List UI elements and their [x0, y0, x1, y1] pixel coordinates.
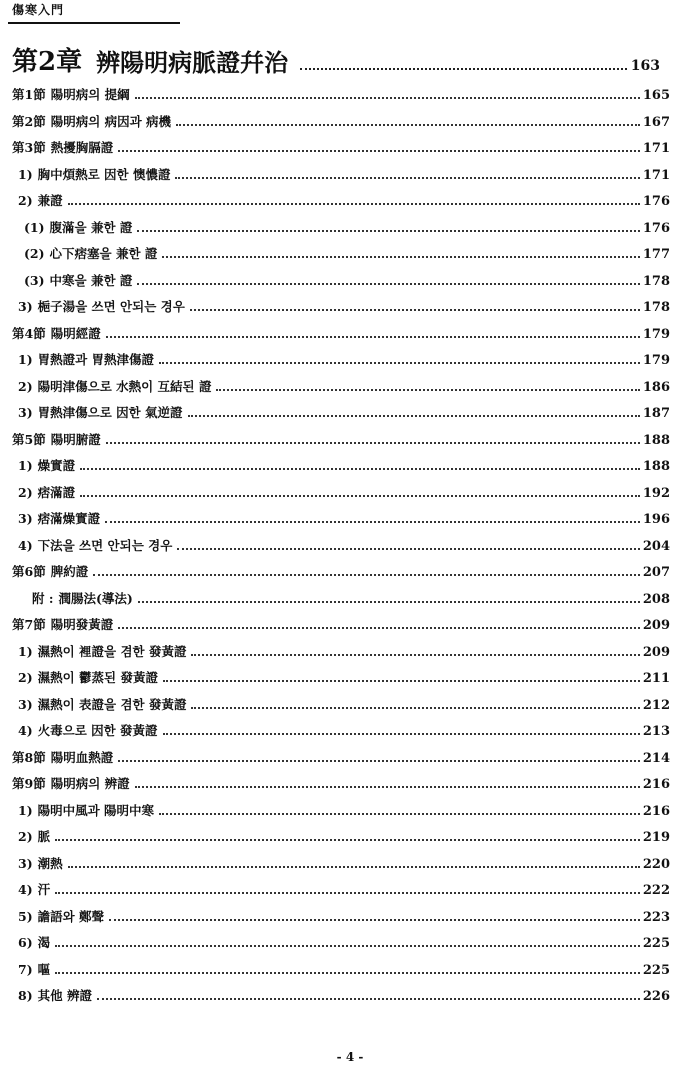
dot-leader	[93, 574, 640, 576]
toc-entry-text: 嘔	[37, 962, 51, 977]
toc-entry-page-number: 219	[642, 830, 670, 845]
toc-entry	[32, 587, 670, 607]
toc-entry	[18, 189, 670, 209]
dot-leader	[55, 892, 640, 894]
toc-entry-text: 濕熱이 表證을 겸한 發黃證	[37, 697, 187, 712]
toc-entry	[18, 534, 670, 554]
toc-entry-title	[12, 774, 130, 792]
toc-entry-page-number: 211	[642, 671, 670, 686]
toc-entry-text: 心下痞塞을 兼한 證	[49, 246, 158, 261]
dot-leader	[55, 839, 640, 841]
toc-entry-text: 火毒으로 因한 發黃證	[37, 723, 158, 738]
toc-entry	[18, 401, 670, 421]
toc-entry-number: 2)	[18, 379, 33, 394]
toc-entry	[18, 799, 670, 819]
toc-entry-text: 陽明病의 辨證	[50, 776, 130, 791]
toc-entry-page-number: 186	[642, 380, 670, 395]
toc-entry	[12, 746, 670, 766]
dot-leader	[109, 919, 640, 921]
toc-entry-number: 2)	[18, 829, 33, 844]
toc-entry-title	[18, 880, 50, 898]
toc-entry	[18, 454, 670, 474]
toc-entry-title	[18, 668, 158, 686]
toc-entry-page-number: 214	[642, 751, 670, 766]
toc-entry-number: 1)	[18, 644, 33, 659]
toc-entry-text: 濕熱이 裡證을 겸한 發黃證	[37, 644, 187, 659]
toc-entry	[18, 375, 670, 395]
toc-entry-title	[18, 191, 63, 209]
toc-entry-title	[24, 218, 132, 236]
toc-entry-number: 第7節	[12, 617, 46, 632]
toc-entry-number: 第3節	[12, 140, 46, 155]
toc-entry-page-number: 177	[642, 247, 670, 262]
chapter-label: 第2章	[12, 47, 83, 77]
toc-entry-text: 腹滿을 兼한 證	[49, 220, 133, 235]
dot-leader	[175, 177, 639, 179]
toc-entry-number: 第6節	[12, 564, 46, 579]
dot-leader	[118, 627, 640, 629]
toc-entry-number: 3)	[18, 299, 33, 314]
toc-entry	[18, 481, 670, 501]
page-footer-number: - 4 -	[336, 1050, 364, 1064]
toc-entry-text: 陽明中風과 陽明中寒	[37, 803, 155, 818]
toc-entry-page-number: 220	[642, 857, 670, 872]
toc-entry-text: 中寒을 兼한 證	[49, 273, 133, 288]
toc-entry	[18, 984, 670, 1004]
header-rule	[8, 22, 180, 24]
toc-entry-page-number: 208	[642, 592, 670, 607]
dot-leader	[159, 362, 640, 364]
dot-leader	[163, 680, 640, 682]
toc-entry-number: 1)	[18, 803, 33, 818]
toc-entry-page-number: 178	[642, 300, 670, 315]
toc-entry-number: (2)	[24, 246, 45, 261]
dot-leader	[80, 495, 640, 497]
dot-leader	[55, 945, 640, 947]
toc-entry-title	[24, 271, 132, 289]
toc-entry-text: 燥實證	[37, 458, 76, 473]
toc-entry-number: 1)	[18, 167, 33, 182]
toc-entry-number: 5)	[18, 909, 33, 924]
dot-leader	[68, 203, 640, 205]
toc-entry-number: 3)	[18, 511, 33, 526]
toc-entry-text: 陽明病의 提綱	[50, 87, 130, 102]
toc-entry-page-number: 225	[642, 936, 670, 951]
toc-entry-number: 第8節	[12, 750, 46, 765]
dot-leader	[216, 389, 639, 391]
toc-entry-number: 第9節	[12, 776, 46, 791]
toc-entry-title	[18, 536, 172, 554]
toc-entry-title	[18, 297, 185, 315]
toc-entry-title	[18, 377, 211, 395]
toc-entry-text: 痞滿證	[37, 485, 76, 500]
toc-entry-text: 熱擾胸膈證	[50, 140, 114, 155]
toc-entry-page-number: 176	[642, 194, 670, 209]
dot-leader	[138, 601, 640, 603]
toc-entry-title	[32, 589, 133, 607]
dot-leader	[176, 124, 640, 126]
toc-entry-number: 7)	[18, 962, 33, 977]
toc-entry-number: 2)	[18, 670, 33, 685]
toc-entry-text: 其他 辨證	[37, 988, 92, 1003]
toc-entry-page-number: 207	[642, 565, 670, 580]
toc-entry	[12, 83, 670, 103]
toc-entry-text: 陽明腑證	[50, 432, 101, 447]
toc-entry	[24, 269, 670, 289]
toc-entry	[18, 958, 670, 978]
chapter-page-number: 163	[630, 58, 660, 74]
toc-entry-number: 3)	[18, 697, 33, 712]
toc-entry	[12, 136, 670, 156]
toc-entry-number: 2)	[18, 193, 33, 208]
toc-entry	[18, 719, 670, 739]
toc-entry-text: 兼證	[37, 193, 63, 208]
dot-leader	[106, 336, 640, 338]
dot-leader	[118, 150, 640, 152]
toc-entry-page-number: 209	[642, 645, 670, 660]
toc-entry-title	[18, 695, 186, 713]
toc-entry	[18, 693, 670, 713]
toc-entry	[18, 905, 670, 925]
toc-entry-page-number: 204	[642, 539, 670, 554]
toc-entry	[12, 560, 670, 580]
dot-leader	[118, 760, 640, 762]
toc-entry-page-number: 188	[642, 433, 670, 448]
toc-entry-number: 1)	[18, 458, 33, 473]
toc-entry-number: 4)	[18, 882, 33, 897]
toc-entry-page-number: 213	[642, 724, 670, 739]
toc-entry-number: 1)	[18, 352, 33, 367]
toc-entry-page-number: 179	[642, 353, 670, 368]
toc-entry-text: 胸中煩熱로 因한 懊憹證	[37, 167, 171, 182]
dot-leader	[135, 97, 640, 99]
toc-entry	[12, 772, 670, 792]
toc-entry-title	[12, 138, 113, 156]
dot-leader	[80, 468, 640, 470]
chapter-heading	[12, 38, 660, 78]
toc-entry-text: 陽明經證	[50, 326, 101, 341]
toc-entry-title	[18, 165, 170, 183]
dot-leader	[191, 707, 639, 709]
chapter-title: 辨陽明病脈證幷治	[96, 48, 289, 77]
toc-entry-title	[18, 986, 92, 1004]
toc-entry-number: 附 :	[32, 591, 54, 606]
dot-leader	[106, 442, 640, 444]
toc-entry	[18, 640, 670, 660]
toc-entry-number: 第1節	[12, 87, 46, 102]
toc-entry	[12, 110, 670, 130]
toc-entry-page-number: 171	[642, 141, 670, 156]
toc-entry	[18, 666, 670, 686]
toc-entry-title	[18, 721, 158, 739]
toc-entry	[18, 931, 670, 951]
toc-entry-text: 陽明發黃證	[50, 617, 114, 632]
toc-entry-text: 梔子湯을 쓰면 안되는 경우	[37, 299, 185, 314]
toc-entry-text: 胃熱證과 胃熱津傷證	[37, 352, 155, 367]
toc-entry-title	[12, 112, 171, 130]
toc-entry-page-number: 188	[642, 459, 670, 474]
toc-entry-title	[18, 350, 154, 368]
toc-entry-text: 陽明津傷으로 水熱이 互結된 證	[37, 379, 212, 394]
dot-leader	[105, 521, 640, 523]
toc-entry-title	[18, 933, 50, 951]
toc-entry-number: 4)	[18, 538, 33, 553]
dot-leader	[137, 230, 639, 232]
toc-entry-title	[24, 244, 157, 262]
toc-entry-number: 8)	[18, 988, 33, 1003]
toc-entry-page-number: 216	[642, 804, 670, 819]
toc-entry-page-number: 176	[642, 221, 670, 236]
toc-entry-page-number: 187	[642, 406, 670, 421]
toc-entry-number: 2)	[18, 485, 33, 500]
toc-entry-number: 3)	[18, 405, 33, 420]
running-title: 傷寒入門	[12, 3, 65, 17]
toc-entry-page-number: 216	[642, 777, 670, 792]
dot-leader	[68, 866, 640, 868]
toc-entry	[18, 852, 670, 872]
toc-entry-title	[18, 456, 75, 474]
toc-entry-text: 汗	[37, 882, 51, 897]
toc-entry-title	[18, 509, 100, 527]
toc-entry-title	[18, 827, 50, 845]
toc-entry-title	[18, 642, 186, 660]
toc-entry	[18, 295, 670, 315]
toc-entry-number: 第5節	[12, 432, 46, 447]
toc-entry-title	[18, 907, 104, 925]
dot-leader	[163, 733, 640, 735]
toc-entry-text: 濕熱이 鬱蒸된 發黃證	[37, 670, 158, 685]
toc-entry-title	[18, 483, 75, 501]
toc-entry-text: 脾約證	[50, 564, 89, 579]
toc-entry-page-number: 223	[642, 910, 670, 925]
dot-leader	[159, 813, 640, 815]
toc-entry-page-number: 225	[642, 963, 670, 978]
toc-entry-page-number: 192	[642, 486, 670, 501]
toc-entry	[24, 216, 670, 236]
toc-entry-title	[18, 801, 154, 819]
toc-entry-number: 第2節	[12, 114, 46, 129]
toc-entry-number: 3)	[18, 856, 33, 871]
toc-entry-text: 渴	[37, 935, 51, 950]
toc-entry-title	[12, 562, 88, 580]
toc-entry	[24, 242, 670, 262]
toc-entry-text: 陽明血熱證	[50, 750, 114, 765]
toc-entry-title	[12, 85, 130, 103]
toc-entry-page-number: 178	[642, 274, 670, 289]
toc-entry-page-number: 165	[642, 88, 670, 103]
dot-leader	[135, 786, 640, 788]
toc-entry-title	[18, 960, 50, 978]
toc-entry-text: 下法을 쓰면 안되는 경우	[37, 538, 173, 553]
toc-entry-text: 脈	[37, 829, 51, 844]
dot-leader	[137, 283, 639, 285]
toc-entry-page-number: 226	[642, 989, 670, 1004]
toc-entry-page-number: 212	[642, 698, 670, 713]
toc-entry-title	[12, 430, 101, 448]
toc-entry-page-number: 179	[642, 327, 670, 342]
toc-entry-text: 潤腸法(導法)	[58, 591, 133, 606]
toc-entry-number: 第4節	[12, 326, 46, 341]
dot-leader	[97, 998, 640, 1000]
toc-entry-page-number: 196	[642, 512, 670, 527]
toc-entry-title	[12, 324, 101, 342]
toc-entry	[18, 163, 670, 183]
dot-leader	[188, 415, 640, 417]
toc-entry-number: (1)	[24, 220, 45, 235]
toc-entry	[18, 825, 670, 845]
toc-entry	[12, 613, 670, 633]
dot-leader	[190, 309, 640, 311]
dot-leader	[191, 654, 639, 656]
dot-leader	[162, 256, 639, 258]
toc-entry-text: 譫語와 鄭聲	[37, 909, 105, 924]
toc-entry	[18, 878, 670, 898]
toc-entry-text: 胃熱津傷으로 因한 氣逆證	[37, 405, 183, 420]
toc-entry-title	[12, 748, 113, 766]
toc-entry-title	[18, 854, 63, 872]
toc-entry-number: 4)	[18, 723, 33, 738]
toc-entry-page-number: 222	[642, 883, 670, 898]
toc-entry-text: 潮熱	[37, 856, 63, 871]
toc-entry	[12, 322, 670, 342]
toc-entry	[12, 428, 670, 448]
toc-entry	[18, 348, 670, 368]
dot-leader	[177, 548, 640, 550]
toc-entry-text: 陽明病의 病因과 病機	[50, 114, 172, 129]
toc-entry-number: (3)	[24, 273, 45, 288]
toc-entry-title	[12, 615, 113, 633]
dot-leader	[300, 68, 627, 70]
toc-entry	[18, 507, 670, 527]
toc-entry-title	[18, 403, 183, 421]
toc-entry-page-number: 209	[642, 618, 670, 633]
dot-leader	[55, 972, 640, 974]
toc-entry-number: 6)	[18, 935, 33, 950]
toc-entry-text: 痞滿燥實證	[37, 511, 101, 526]
toc-entry-page-number: 171	[642, 168, 670, 183]
toc-entry-page-number: 167	[642, 115, 670, 130]
